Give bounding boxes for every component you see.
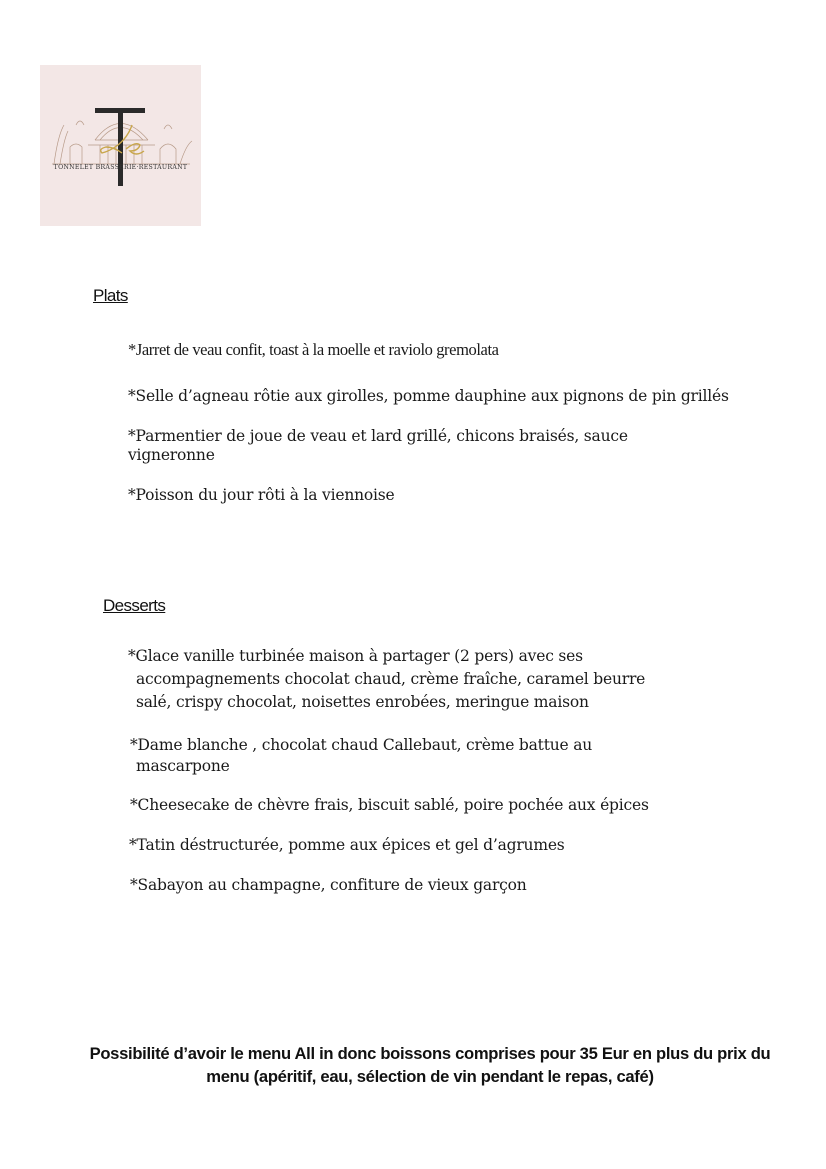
- dessert-item-continued: mascarpone: [136, 757, 230, 775]
- plat-item: *Selle d’agneau rôtie aux girolles, pomme dauphine aux pignons de pin grillés: [128, 387, 729, 405]
- dessert-item-continued: accompagnements chocolat chaud, crème fraîche, caramel beurre: [136, 670, 646, 688]
- all-in-note-line-2: menu (apéritif, eau, sélection de vin pendant le repas, café): [206, 1067, 654, 1086]
- restaurant-logo: [40, 65, 201, 226]
- dessert-item: *Sabayon au champagne, confiture de vieux garçon: [130, 876, 527, 894]
- dessert-item: *Dame blanche , chocolat chaud Callebaut, crème battue au: [130, 736, 593, 754]
- plat-item-continued: vigneronne: [128, 446, 215, 464]
- all-in-menu-note: [40, 1042, 820, 1088]
- logo-t-stem: [118, 108, 123, 186]
- plat-item: *Parmentier de joue de veau et lard grillé, chicons braisés, sauce: [128, 427, 628, 445]
- logo-caption: TONNELET BRASSERIE·RESTAURANT: [53, 164, 188, 171]
- all-in-note-line-1: Possibilité d’avoir le menu All in donc boissons comprises pour 35 Eur en plus du prix du: [89, 1044, 771, 1063]
- dessert-item: *Glace vanille turbinée maison à partager (2 pers) avec ses: [128, 647, 583, 665]
- plat-item: *Jarret de veau confit, toast à la moelle et raviolo gremolata: [128, 340, 499, 359]
- plats-heading: Plats: [93, 286, 128, 305]
- desserts-heading: Desserts: [103, 596, 166, 615]
- dessert-item: *Tatin déstructurée, pomme aux épices et gel d’agrumes: [129, 836, 565, 854]
- dessert-item-continued: salé, crispy chocolat, noisettes enrobées, meringue maison: [136, 693, 589, 711]
- plat-item: *Poisson du jour rôti à la viennoise: [128, 486, 395, 504]
- logo-illustration-icon: [40, 65, 201, 226]
- dessert-item: *Cheesecake de chèvre frais, biscuit sablé, poire pochée aux épices: [130, 796, 649, 814]
